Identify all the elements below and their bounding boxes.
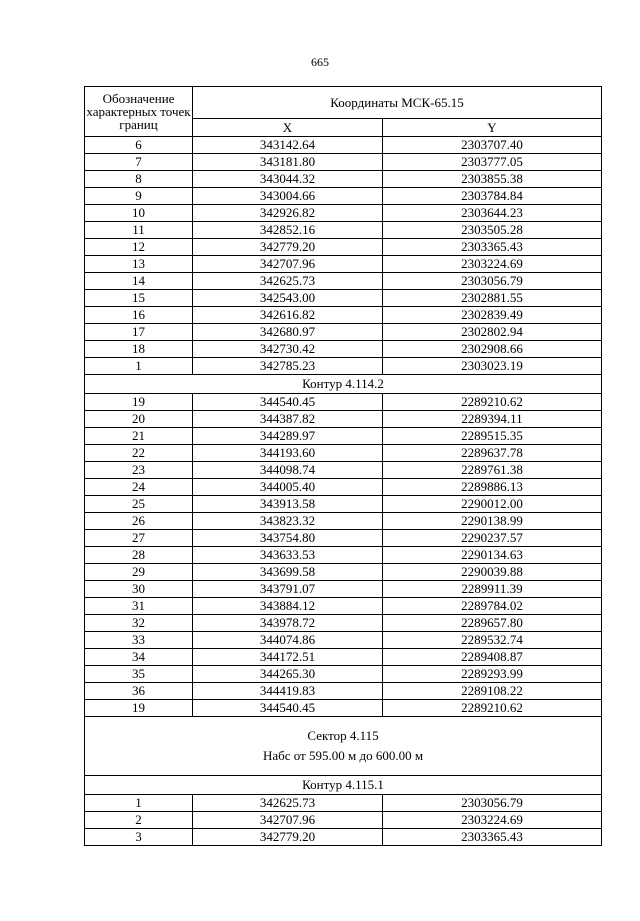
x-coordinate-cell: 343978.72	[193, 615, 383, 632]
x-coordinate-cell: 344098.74	[193, 462, 383, 479]
y-coordinate-cell: 2303023.19	[383, 358, 602, 375]
table-row	[85, 171, 602, 188]
table-row	[85, 700, 602, 717]
table-row	[85, 445, 602, 462]
table-row	[85, 205, 602, 222]
table-row	[85, 324, 602, 341]
table-row	[85, 307, 602, 324]
y-coordinate-cell: 2303707.40	[383, 137, 602, 154]
table-row	[85, 812, 602, 829]
coordinates-header: Координаты МСК-65.15	[193, 87, 602, 119]
point-number-cell: 1	[85, 795, 193, 812]
point-number-cell: 29	[85, 564, 193, 581]
table-row	[85, 829, 602, 846]
x-coordinate-cell: 343913.58	[193, 496, 383, 513]
table-row	[85, 649, 602, 666]
point-number-cell: 3	[85, 829, 193, 846]
y-coordinate-cell: 2303855.38	[383, 171, 602, 188]
x-coordinate-cell: 344419.83	[193, 683, 383, 700]
x-coordinate-cell: 342680.97	[193, 324, 383, 341]
y-coordinate-cell: 2303224.69	[383, 256, 602, 273]
y-coordinate-cell: 2290012.00	[383, 496, 602, 513]
table-row	[85, 683, 602, 700]
point-number-cell: 10	[85, 205, 193, 222]
point-number-cell: 14	[85, 273, 193, 290]
table-row	[85, 154, 602, 171]
x-coordinate-cell: 344540.45	[193, 700, 383, 717]
y-coordinate-cell: 2303365.43	[383, 829, 602, 846]
point-number-cell: 36	[85, 683, 193, 700]
x-coordinate-cell: 344074.86	[193, 632, 383, 649]
point-number-cell: 17	[85, 324, 193, 341]
table-row	[85, 341, 602, 358]
y-coordinate-cell: 2303224.69	[383, 812, 602, 829]
table-row	[85, 188, 602, 205]
point-number-cell: 23	[85, 462, 193, 479]
y-coordinate-cell: 2290237.57	[383, 530, 602, 547]
y-coordinate-cell: 2289394.11	[383, 411, 602, 428]
table-row	[85, 795, 602, 812]
point-number-cell: 27	[85, 530, 193, 547]
y-coordinate-cell: 2289784.02	[383, 598, 602, 615]
x-column-header: X	[193, 119, 383, 137]
point-number-cell: 7	[85, 154, 193, 171]
y-coordinate-cell: 2289515.35	[383, 428, 602, 445]
y-coordinate-cell: 2289761.38	[383, 462, 602, 479]
x-coordinate-cell: 342785.23	[193, 358, 383, 375]
table-row	[85, 632, 602, 649]
y-coordinate-cell: 2289408.87	[383, 649, 602, 666]
table-row	[85, 598, 602, 615]
y-coordinate-cell: 2289210.62	[383, 394, 602, 411]
point-number-cell: 30	[85, 581, 193, 598]
y-coordinate-cell: 2303505.28	[383, 222, 602, 239]
table-row	[85, 666, 602, 683]
y-coordinate-cell: 2290039.88	[383, 564, 602, 581]
sector-block	[85, 717, 602, 776]
x-coordinate-cell: 343791.07	[193, 581, 383, 598]
point-number-cell: 13	[85, 256, 193, 273]
y-coordinate-cell: 2289657.80	[383, 615, 602, 632]
point-number-cell: 2	[85, 812, 193, 829]
y-coordinate-cell: 2290134.63	[383, 547, 602, 564]
y-coordinate-cell: 2289210.62	[383, 700, 602, 717]
point-number-cell: 31	[85, 598, 193, 615]
section-title-row	[85, 776, 602, 795]
point-number-cell: 22	[85, 445, 193, 462]
y-coordinate-cell: 2302908.66	[383, 341, 602, 358]
x-coordinate-cell: 342852.16	[193, 222, 383, 239]
y-coordinate-cell: 2303056.79	[383, 273, 602, 290]
y-coordinate-cell: 2303644.23	[383, 205, 602, 222]
x-coordinate-cell: 343142.64	[193, 137, 383, 154]
y-coordinate-cell: 2289293.99	[383, 666, 602, 683]
y-column-header: Y	[383, 119, 602, 137]
point-number-cell: 19	[85, 700, 193, 717]
x-coordinate-cell: 344387.82	[193, 411, 383, 428]
point-number-cell: 35	[85, 666, 193, 683]
x-coordinate-cell: 342707.96	[193, 812, 383, 829]
table-row	[85, 137, 602, 154]
table-row	[85, 513, 602, 530]
point-number-cell: 33	[85, 632, 193, 649]
table-row	[85, 496, 602, 513]
x-coordinate-cell: 342779.20	[193, 239, 383, 256]
y-coordinate-cell: 2303365.43	[383, 239, 602, 256]
point-number-cell: 25	[85, 496, 193, 513]
table-row	[85, 290, 602, 307]
y-coordinate-cell: 2302839.49	[383, 307, 602, 324]
table-body-lower	[85, 776, 602, 846]
section-title-row	[85, 375, 602, 394]
table-row	[85, 239, 602, 256]
x-coordinate-cell: 343633.53	[193, 547, 383, 564]
point-number-cell: 1	[85, 358, 193, 375]
x-coordinate-cell: 342779.20	[193, 829, 383, 846]
point-number-cell: 18	[85, 341, 193, 358]
point-label-header: Обозначение характерных точек границ	[85, 87, 193, 137]
table-row	[85, 358, 602, 375]
y-coordinate-cell: 2289637.78	[383, 445, 602, 462]
x-coordinate-cell: 344005.40	[193, 479, 383, 496]
x-coordinate-cell: 344265.30	[193, 666, 383, 683]
table-row	[85, 428, 602, 445]
point-number-cell: 11	[85, 222, 193, 239]
table-row	[85, 462, 602, 479]
sector-title: Сектор 4.115	[307, 728, 379, 743]
x-coordinate-cell: 343699.58	[193, 564, 383, 581]
table-row	[85, 479, 602, 496]
x-coordinate-cell: 344540.45	[193, 394, 383, 411]
table-row	[85, 615, 602, 632]
x-coordinate-cell: 343004.66	[193, 188, 383, 205]
x-coordinate-cell: 343044.32	[193, 171, 383, 188]
y-coordinate-cell: 2303784.84	[383, 188, 602, 205]
section-title: Контур 4.115.1	[85, 776, 602, 795]
page-number: 665	[311, 55, 329, 69]
y-coordinate-cell: 2290138.99	[383, 513, 602, 530]
point-number-cell: 15	[85, 290, 193, 307]
point-number-cell: 20	[85, 411, 193, 428]
point-number-cell: 21	[85, 428, 193, 445]
table-row	[85, 256, 602, 273]
y-coordinate-cell: 2289911.39	[383, 581, 602, 598]
y-coordinate-cell: 2289108.22	[383, 683, 602, 700]
coordinates-table	[84, 86, 602, 846]
point-number-cell: 32	[85, 615, 193, 632]
point-number-cell: 12	[85, 239, 193, 256]
point-number-cell: 34	[85, 649, 193, 666]
y-coordinate-cell: 2303777.05	[383, 154, 602, 171]
table-row	[85, 547, 602, 564]
point-number-cell: 24	[85, 479, 193, 496]
x-coordinate-cell: 343884.12	[193, 598, 383, 615]
y-coordinate-cell: 2302802.94	[383, 324, 602, 341]
x-coordinate-cell: 342625.73	[193, 795, 383, 812]
table-row	[85, 581, 602, 598]
x-coordinate-cell: 342926.82	[193, 205, 383, 222]
x-coordinate-cell: 344289.97	[193, 428, 383, 445]
table-row	[85, 411, 602, 428]
x-coordinate-cell: 342543.00	[193, 290, 383, 307]
table-row	[85, 394, 602, 411]
x-coordinate-cell: 344193.60	[193, 445, 383, 462]
x-coordinate-cell: 343823.32	[193, 513, 383, 530]
x-coordinate-cell: 342616.82	[193, 307, 383, 324]
point-number-cell: 19	[85, 394, 193, 411]
point-number-cell: 28	[85, 547, 193, 564]
table-row	[85, 273, 602, 290]
y-coordinate-cell: 2289532.74	[383, 632, 602, 649]
point-number-cell: 8	[85, 171, 193, 188]
point-number-cell: 16	[85, 307, 193, 324]
table-row	[85, 564, 602, 581]
x-coordinate-cell: 343181.80	[193, 154, 383, 171]
table-header	[85, 87, 602, 137]
section-title: Контур 4.114.2	[85, 375, 602, 394]
y-coordinate-cell: 2289886.13	[383, 479, 602, 496]
table-row	[85, 222, 602, 239]
x-coordinate-cell: 342625.73	[193, 273, 383, 290]
y-coordinate-cell: 2303056.79	[383, 795, 602, 812]
x-coordinate-cell: 342730.42	[193, 341, 383, 358]
point-number-cell: 26	[85, 513, 193, 530]
x-coordinate-cell: 343754.80	[193, 530, 383, 547]
point-number-cell: 9	[85, 188, 193, 205]
x-coordinate-cell: 344172.51	[193, 649, 383, 666]
sector-cell	[85, 717, 602, 776]
table-row	[85, 530, 602, 547]
table-body-upper	[85, 137, 602, 717]
point-number-cell: 6	[85, 137, 193, 154]
sector-subtitle: Набс от 595.00 м до 600.00 м	[262, 748, 424, 763]
x-coordinate-cell: 342707.96	[193, 256, 383, 273]
y-coordinate-cell: 2302881.55	[383, 290, 602, 307]
